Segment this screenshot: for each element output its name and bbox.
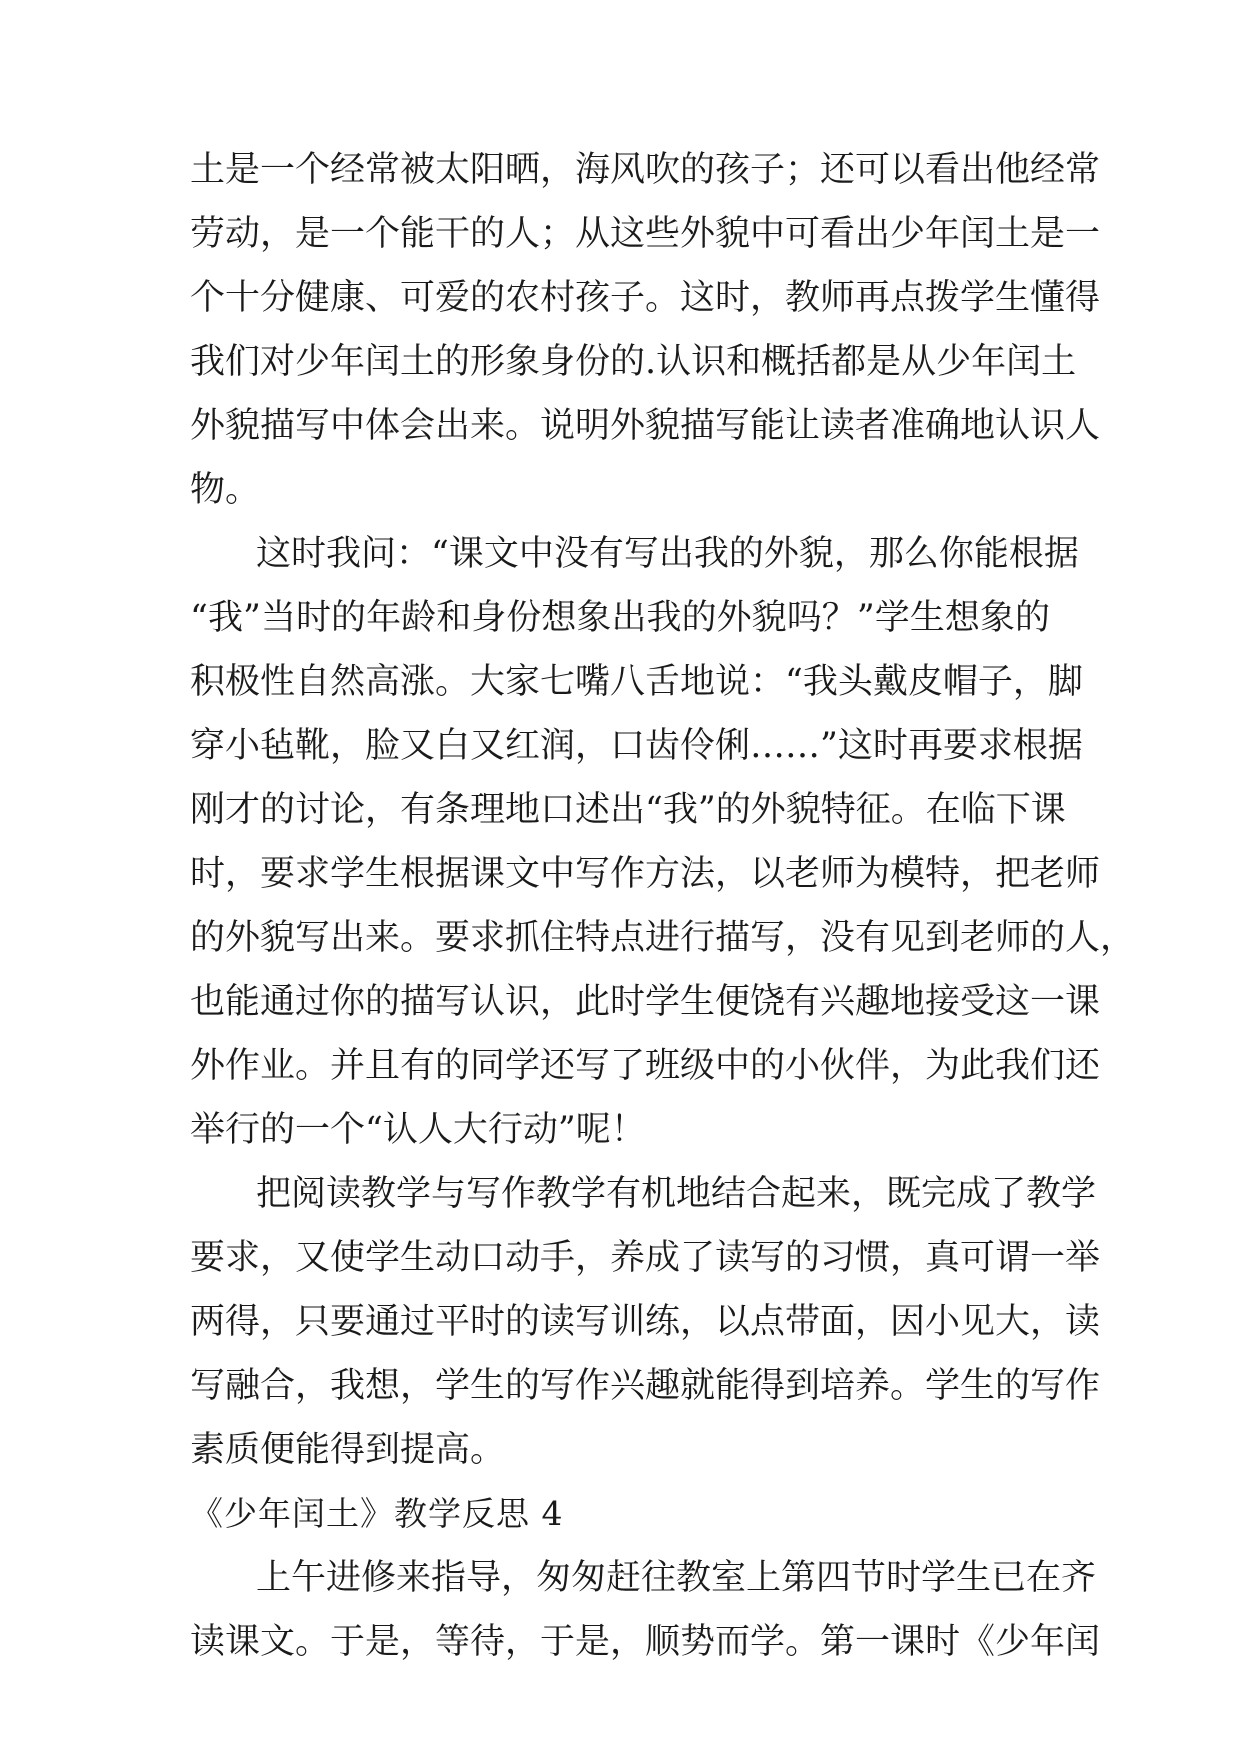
- paragraph-1-line-5: 外貌描写中体会出来。说明外貌描写能让读者准确地认识人: [190, 406, 1101, 446]
- paragraph-2-line-7: 的外貌写出来。要求抓住特点进行描写，没有见到老师的人，: [190, 918, 1136, 958]
- paragraph-2-line-5: 刚才的讨论，有条理地口述出“我”的外貌特征。在临下课: [190, 790, 1066, 830]
- paragraph-2-line-6: 时，要求学生根据课文中写作方法，以老师为模特，把老师: [190, 854, 1101, 894]
- paragraph-3-line-1: 把阅读教学与写作教学有机地结合起来，既完成了教学: [256, 1174, 1097, 1214]
- paragraph-2-line-1: 这时我问：“课文中没有写出我的外貌，那么你能根据: [256, 534, 1079, 574]
- paragraph-2-line-4: 穿小毡靴，脸又白又红润，口齿伶俐……”这时再要求根据: [190, 726, 1083, 766]
- paragraph-1-line-2: 劳动，是一个能干的人；从这些外貌中可看出少年闰土是一: [190, 214, 1101, 254]
- paragraph-3-line-4: 写融合，我想，学生的写作兴趣就能得到培养。学生的写作: [190, 1366, 1101, 1406]
- section-heading: 《少年闰土》教学反思 4: [190, 1494, 564, 1533]
- paragraph-1-line-1: 土是一个经常被太阳晒，海风吹的孩子；还可以看出他经常: [190, 150, 1101, 190]
- paragraph-2-line-9: 外作业。并且有的同学还写了班级中的小伙伴，为此我们还: [190, 1046, 1101, 1086]
- paragraph-2-line-10: 举行的一个“认人大行动”呢！: [190, 1110, 646, 1150]
- paragraph-3-line-3: 两得，只要通过平时的读写训练，以点带面，因小见大，读: [190, 1302, 1101, 1342]
- paragraph-2-line-2: “我”当时的年龄和身份想象出我的外貌吗？”学生想象的: [190, 598, 1050, 638]
- section-paragraph-line-1: 上午进修来指导，匆匆赶往教室上第四节时学生已在齐: [256, 1558, 1097, 1598]
- paragraph-1-line-6: 物。: [190, 470, 261, 510]
- paragraph-3-line-5: 素质便能得到提高。: [190, 1430, 506, 1470]
- paragraph-1-line-4: 我们对少年闰土的形象身份的.认识和概括都是从少年闰土: [190, 342, 1077, 382]
- section-paragraph-line-2: 读课文。于是，等待，于是，顺势而学。第一课时《少年闰: [190, 1622, 1101, 1662]
- paragraph-2-line-3: 积极性自然高涨。大家七嘴八舌地说：“我头戴皮帽子，脚: [190, 662, 1083, 702]
- paragraph-1-line-3: 个十分健康、可爱的农村孩子。这时，教师再点拨学生懂得: [190, 278, 1101, 318]
- paragraph-3-line-2: 要求，又使学生动口动手，养成了读写的习惯，真可谓一举: [190, 1238, 1101, 1278]
- paragraph-2-line-8: 也能通过你的描写认识，此时学生便饶有兴趣地接受这一课: [190, 982, 1101, 1022]
